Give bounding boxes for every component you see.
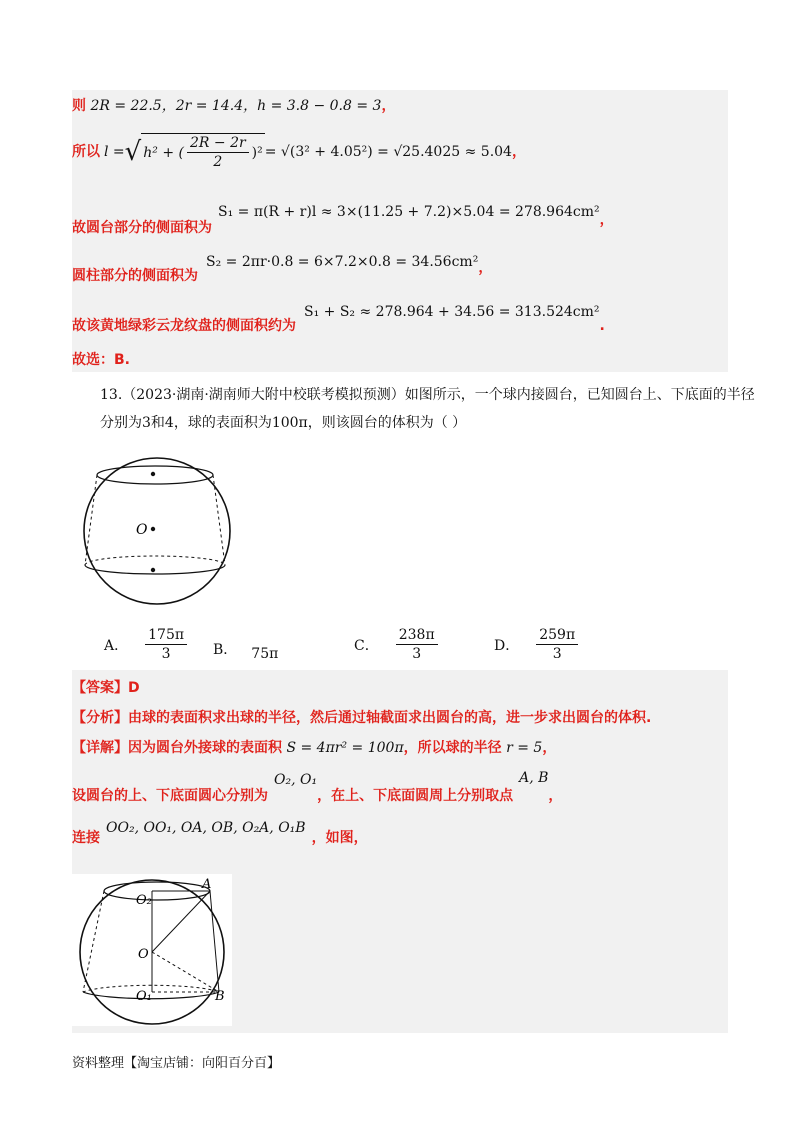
centers-line: 设圆台的上、下底面圆心分别为 O₂, O₁ ，在上、下底面圆周上分别取点 A, B ， [72, 770, 563, 804]
solution-line-5: 故该黄地绿彩云龙纹盘的侧面积约为 S₁ + S₂ ≈ 278.964 + 34.56 = 313.524cm² . [72, 304, 605, 334]
choice-b[interactable]: B． 75π [213, 642, 279, 662]
sphere-frustum-figure [72, 452, 242, 612]
solution-line-4: 圆柱部分的侧面积为 S₂ = 2πr·0.8 = 6×7.2×0.8 = 34.56cm² ， [72, 254, 493, 284]
detail-line: 【详解】因为圆台外接球的表面积 S = 4πr² = 100π，所以球的半径 r = 5， [72, 740, 557, 756]
label-o1: O₁ [136, 989, 152, 1004]
solution-line-3: 故圆台部分的侧面积为 S₁ = π(R + r)l ≈ 3×(11.25 + 7.2)×5.04 = 278.964cm² ， [72, 204, 614, 236]
choice-c[interactable]: C． $\frac{238\pi}{3}$ [354, 626, 441, 663]
question-line-2: 分别为3和4，球的表面积为100π，则该圆台的体积为（ ） [100, 415, 467, 431]
question-line-1: 13.（2023·湖南·湖南师大附中校联考模拟预测）如图所示，一个球内接圆台，已知圆台上、下底面的半径 [100, 387, 755, 403]
label-o2: O₂ [136, 893, 152, 908]
solution-line-6: 故选：B. [72, 352, 130, 368]
analysis-line: 【分析】由球的表面积求出球的半径，然后通过轴截面求出圆台的高，进一步求出圆台的体积. [72, 710, 652, 726]
answer-line: 【答案】D [72, 680, 140, 696]
solution-line-2: 所以 l = √ h² + ( $\frac{2R - 2r}{2}$ )² = √(3² + 4.05²) = √25.4025 ≈ 5.04 ， [72, 135, 526, 170]
label-o: O [138, 947, 149, 962]
solution-line-1: 则 2R = 22.5，2r = 14.4，h = 3.8 − 0.8 = 3， [72, 98, 396, 114]
frustum-axis-figure [72, 874, 232, 1026]
choice-d[interactable]: D． $\frac{259\pi}{3}$ [494, 626, 581, 663]
footer-source: 资料整理【淘宝店铺：向阳百分百】 [72, 1056, 281, 1071]
connect-line: 连接 OO₂, OO₁, OA, OB, O₂A, O₁B ，如图， [72, 820, 368, 846]
label-a: A [202, 877, 212, 892]
label-b: B [215, 989, 225, 1004]
figure-center-label: O [136, 522, 148, 538]
choice-a[interactable]: A． $\frac{175\pi}{3}$ [104, 626, 190, 663]
